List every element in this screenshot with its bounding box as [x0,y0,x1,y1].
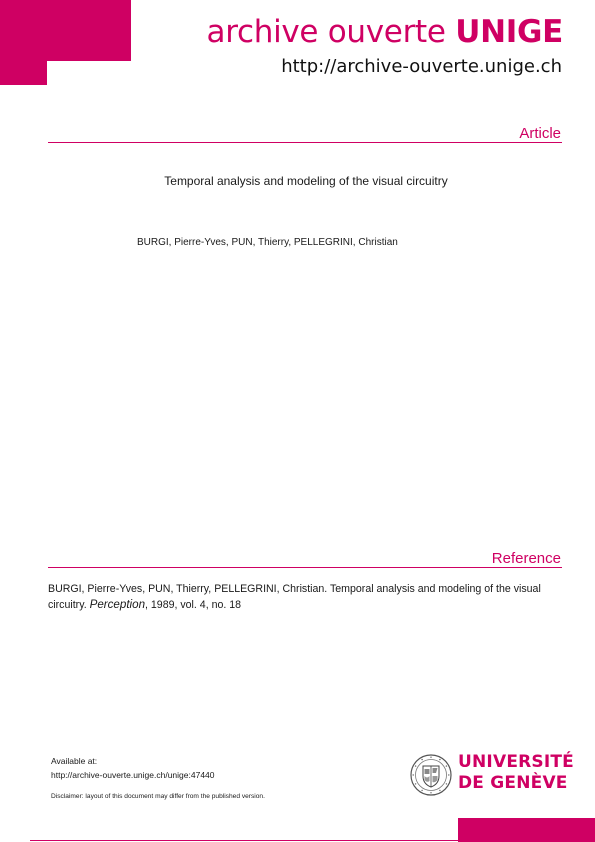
available-url[interactable]: http://archive-ouverte.unige.ch/unige:47440 [51,770,215,780]
article-authors: BURGI, Pierre-Yves, PUN, Thierry, PELLEGRINI, Christian [137,237,398,248]
corner-block-top [0,0,131,61]
university-name [458,752,574,794]
citation-text: BURGI, Pierre-Yves, PUN, Thierry, PELLEGRINI, Christian. Temporal analysis and modeling of the visual circuitry. [48,583,541,611]
citation-details: , 1989, vol. 4, no. 18 [145,599,242,611]
article-section-rule [48,142,562,143]
brand-prefix: archive ouverte [206,14,456,50]
corner-block-bottom [458,818,595,842]
reference-citation [48,582,564,613]
corner-block-step [0,61,47,85]
disclaimer: Disclaimer: layout of this document may differ from the published version. [51,793,265,800]
article-section-heading: Article [519,125,561,142]
bottom-rule [30,840,458,841]
university-name-line2: DE GENÈVE [458,773,568,793]
brand-suffix: UNIGE [455,14,563,50]
journal-name: Perception [89,598,146,611]
article-title: Temporal analysis and modeling of the visual circuitry [164,174,448,188]
brand-url[interactable]: http://archive-ouverte.unige.ch [281,56,562,77]
university-name-line1: UNIVERSITÉ [458,752,574,772]
brand-title [207,14,563,50]
university-seal-icon [410,754,452,796]
reference-section-heading: Reference [491,550,561,567]
available-label: Available at: [51,756,98,766]
reference-section-rule [48,567,562,568]
